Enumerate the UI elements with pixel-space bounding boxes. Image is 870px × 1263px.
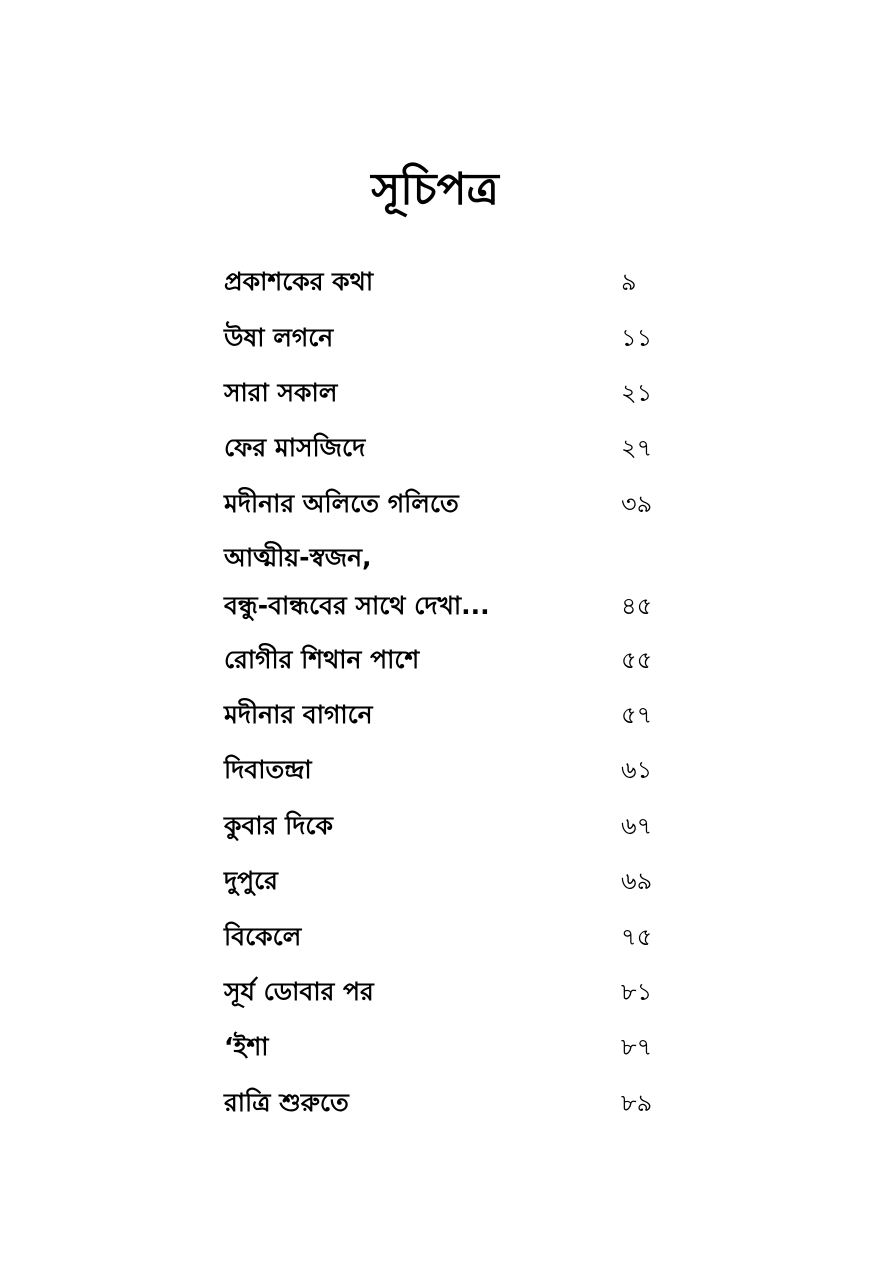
toc-entry-title: ফের মাসজিদে — [224, 433, 366, 462]
toc-entry — [224, 917, 674, 957]
toc-entry-page: ৪৫ — [621, 592, 653, 620]
toc-entry-title: বিকেলে — [224, 922, 302, 951]
toc-entry-page: ৫৫ — [621, 646, 653, 674]
toc-entry-page: ৩৯ — [621, 490, 653, 518]
toc-entry-page: ৬৭ — [621, 812, 653, 840]
toc-entry — [224, 318, 674, 358]
toc-entry — [224, 538, 674, 626]
toc-entry-page: ৭৫ — [621, 923, 653, 951]
toc-entry-page: ৯ — [621, 268, 637, 296]
toc-entry — [224, 861, 674, 901]
toc-entry — [224, 972, 674, 1012]
toc-entry — [224, 428, 674, 468]
toc-entry — [224, 750, 674, 790]
toc-entry-title: উষা লগনে — [224, 323, 334, 352]
toc-entry-title: আত্মীয়-স্বজন, — [224, 543, 372, 572]
toc-entry — [224, 484, 674, 524]
toc-entry-title: সূর্য ডোবার পর — [224, 977, 374, 1006]
toc-entry-title: রাত্রি শুরুতে — [224, 1088, 349, 1117]
toc-entry-title: দিবাতন্দ্রা — [224, 755, 312, 784]
page-title: সূচিপত্র — [371, 164, 499, 215]
toc-entry-page: ১১ — [621, 324, 653, 352]
toc-entry-title: কুবার দিকে — [224, 811, 333, 840]
toc-entry-page: ৮৯ — [621, 1089, 653, 1117]
toc-entry-title: রোগীর শিথান পাশে — [224, 645, 420, 674]
toc-entry-page: ২১ — [621, 379, 653, 407]
toc-entry — [224, 640, 674, 680]
toc-entry-page: ৫৭ — [621, 701, 653, 729]
toc-entry — [224, 695, 674, 735]
toc-entry-title: সারা সকাল — [224, 378, 338, 407]
toc-entry-title-line2: বন্ধু-বান্ধবের সাথে দেখা... — [224, 591, 490, 620]
toc-entry-title: মদীনার বাগানে — [224, 700, 373, 729]
toc-entry-page: ২৭ — [621, 434, 653, 462]
toc-entry-title: ‘ইশা — [224, 1032, 269, 1061]
toc-entry-page: ৬১ — [621, 756, 653, 784]
toc-entry — [224, 373, 674, 413]
toc-entry-title: মদীনার অলিতে গলিতে — [224, 489, 459, 518]
toc-entry-title: দুপুরে — [224, 866, 278, 895]
toc-entry-page: ৮১ — [621, 978, 653, 1006]
toc-entry — [224, 1083, 674, 1123]
toc-entry-page: ৬৯ — [621, 867, 653, 895]
toc-entry-page: ৮৭ — [621, 1033, 653, 1061]
toc-entry — [224, 262, 674, 302]
toc-entry-title: প্রকাশকের কথা — [224, 267, 374, 296]
toc-entry — [224, 1027, 674, 1067]
toc-entry — [224, 806, 674, 846]
